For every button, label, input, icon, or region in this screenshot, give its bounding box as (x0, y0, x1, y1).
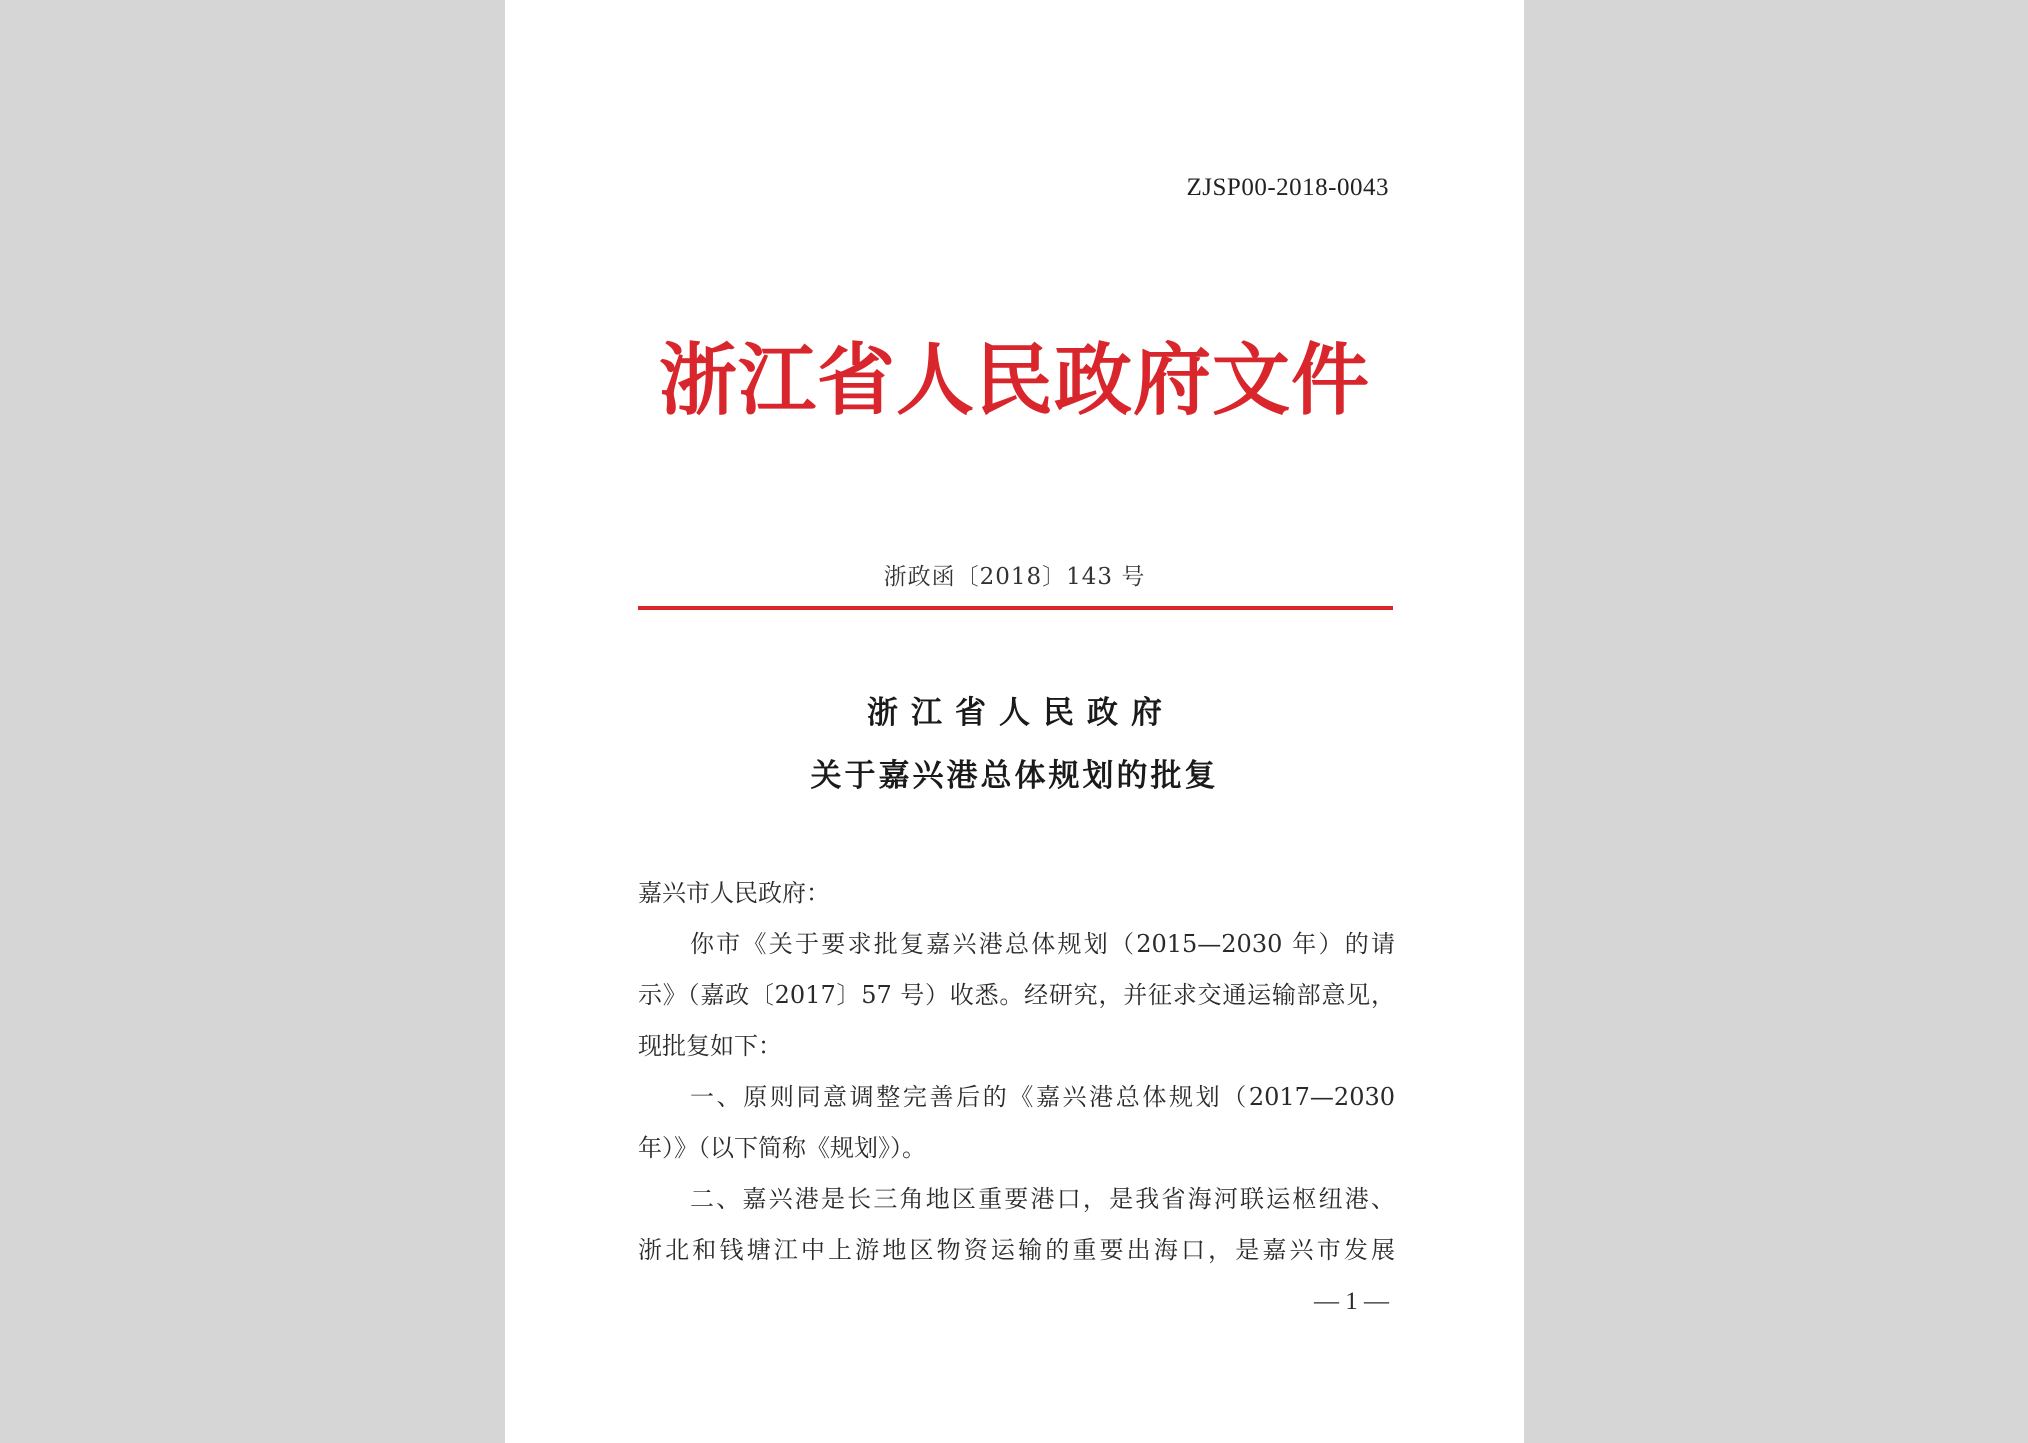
paragraph-1-line-1: 你市《关于要求批复嘉兴港总体规划（2015—2030 年）的请 (690, 930, 1395, 958)
document-number: 浙政函〔2018〕143 号 (883, 564, 1146, 590)
paragraph-3-line-2: 浙北和钱塘江中上游地区物资运输的重要出海口，是嘉兴市发展 (638, 1236, 1395, 1264)
paragraph-2-line-1: 一、原则同意调整完善后的《嘉兴港总体规划（2017—2030 (690, 1083, 1395, 1111)
red-divider (638, 606, 1393, 610)
paragraph-1-line-3: 现批复如下： (638, 1032, 782, 1060)
salutation: 嘉兴市人民政府： (638, 879, 830, 907)
paragraph-1-line-2: 示》（嘉政〔2017〕57 号）收悉。经研究，并征求交通运输部意见， (638, 981, 1395, 1009)
subject-line-2: 关于嘉兴港总体规划的批复 (810, 758, 1219, 794)
page-number: — 1 — (1314, 1288, 1389, 1315)
paragraph-3-line-1: 二、嘉兴港是长三角地区重要港口，是我省海河联运枢纽港、 (690, 1185, 1395, 1213)
issuer-title: 浙江省人民政府文件 (658, 335, 1370, 426)
document-code: ZJSP00-2018-0043 (1186, 174, 1389, 201)
document-page (505, 0, 1524, 1443)
paragraph-2-line-2: 年）》（以下简称《规划》）。 (638, 1134, 926, 1162)
subject-line-1: 浙江省人民政府 (867, 695, 1175, 731)
